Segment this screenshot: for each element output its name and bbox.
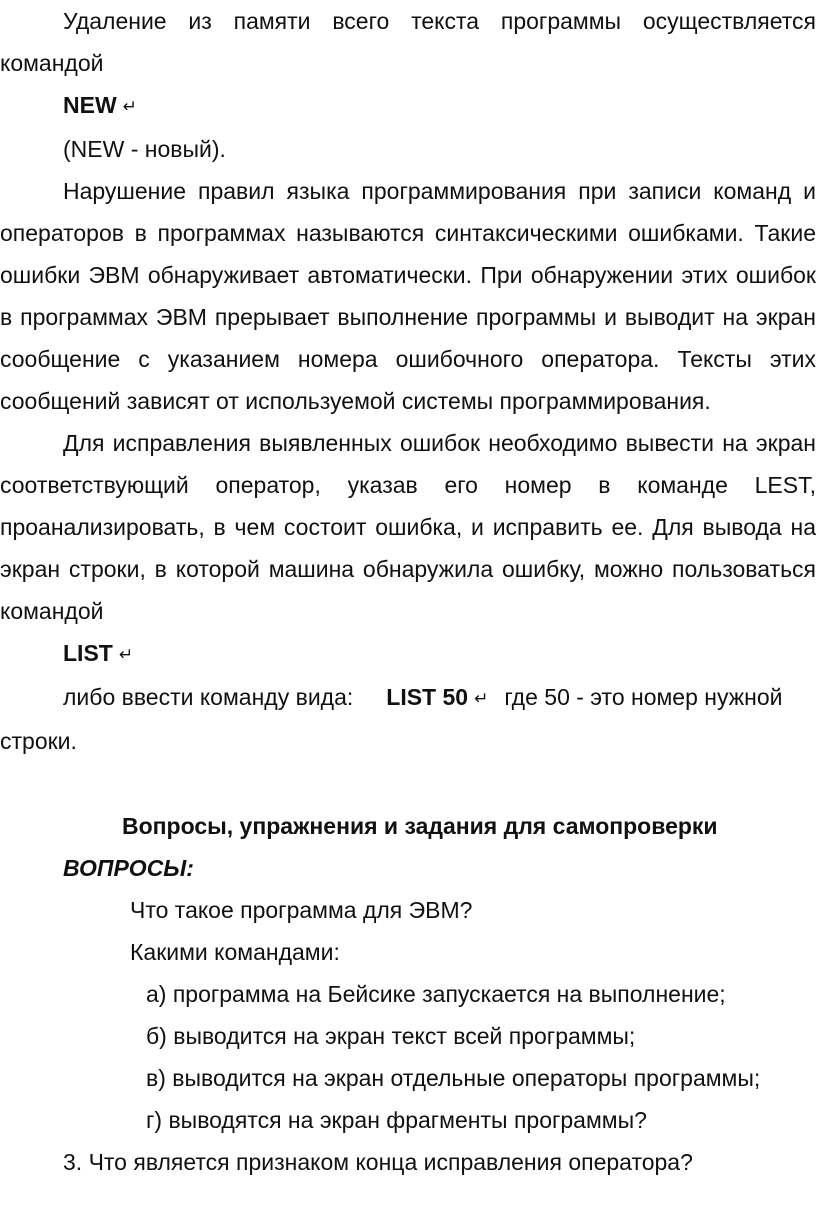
list-alt-prefix: либо ввести команду вида:: [63, 684, 354, 710]
question-2-item: г) выводятся на экран фрагменты программы?: [146, 1107, 647, 1133]
command-new: NEW: [63, 92, 117, 118]
paragraph-syntax-errors: Нарушение правил языка программирования при записи команд и операторов в программах называются синтаксическими ошибками. Такие ошибки ЭВМ обнаруживает автоматически. При обнаружении этих ошибок в программах ЭВМ прерывает выполнение программы и выводит на экран сообщение с указанием номера ошибочного оператора. Тексты этих сообщений зависят от используемой системы программирования.: [0, 178, 816, 414]
question-2-item: а) программа на Бейсике запускается на выполнение;: [146, 981, 726, 1007]
question-3: 3. Что является признаком конца исправления оператора?: [63, 1149, 693, 1175]
question-2-item: в) выводится на экран отдельные операторы программы;: [146, 1065, 761, 1091]
new-translation-note: (NEW - новый).: [63, 136, 226, 162]
paragraph-fix-errors: Для исправления выявленных ошибок необходимо вывести на экран соответствующий оператор, указав его номер в команде LEST, проанализировать, в чем состоит ошибка, и исправить ее. Для вывода на экран строки, в которой машина обнаружила ошибку, можно пользоваться командой: [0, 430, 816, 624]
question-2-item: б) выводится на экран текст всей программы;: [146, 1023, 636, 1049]
command-list: LIST: [63, 640, 113, 666]
question-1: Что такое программа для ЭВМ?: [130, 897, 473, 923]
paragraph-delete-program: Удаление из памяти всего текста программы осуществляется командой: [0, 8, 816, 76]
command-list-50: LIST 50: [386, 684, 469, 710]
questions-label: ВОПРОСЫ:: [63, 855, 194, 881]
list-alt-suffix: где 50 - это номер нужной: [504, 684, 783, 710]
list-alternative-tail: строки.: [0, 728, 77, 754]
question-2: Какими командами:: [130, 939, 340, 965]
enter-key-icon: ↵: [118, 645, 134, 664]
command-list-line: [0, 632, 816, 676]
section-heading: Вопросы, упражнения и задания для самопроверки: [122, 813, 718, 839]
enter-key-icon: ↵: [474, 689, 489, 708]
command-new-line: [0, 84, 816, 128]
enter-key-icon: ↵: [122, 97, 137, 116]
list-alternative-line: [0, 676, 816, 720]
